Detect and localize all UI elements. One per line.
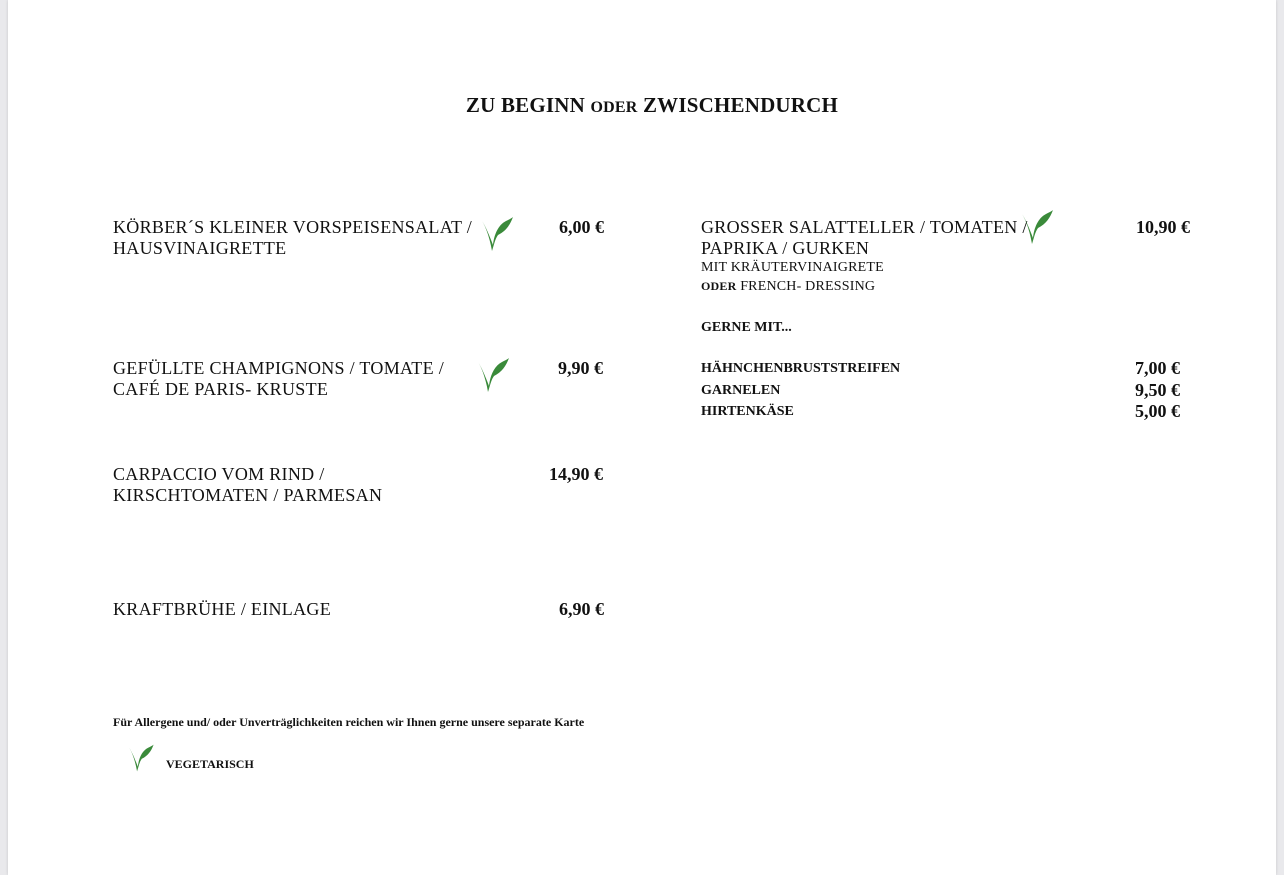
vegetarian-leaf-icon xyxy=(1020,208,1054,246)
extra-item-name: HÄHNCHENBRUSTSTREIFEN xyxy=(701,361,901,376)
menu-item-name: KÖRBER´S KLEINER VORSPEISENSALAT / HAUSVINAIGRETTE xyxy=(113,217,473,258)
extras-heading: GERNE MIT... xyxy=(701,320,792,335)
allergen-footnote: Für Allergene und/ oder Unverträglichkeiten reichen wir Ihnen gerne unsere separate Karte xyxy=(113,715,585,729)
extra-item-name: HIRTENKÄSE xyxy=(701,404,794,419)
legend-label: VEGETARISCH xyxy=(166,757,254,771)
extra-item-price: 9,50 € xyxy=(1135,380,1180,400)
extra-item-price: 5,00 € xyxy=(1135,401,1180,421)
menu-page xyxy=(8,0,1276,875)
salad-plate-name: GROSSER SALATTELLER / TOMATEN / PAPRIKA / GURKEN xyxy=(701,217,1028,258)
menu-item-price: 9,90 € xyxy=(558,358,603,378)
vegetarian-leaf-icon xyxy=(127,743,155,773)
menu-item-price: 14,90 € xyxy=(549,464,603,484)
menu-item-price: 6,00 € xyxy=(559,217,604,237)
salad-plate-price: 10,90 € xyxy=(1136,217,1190,237)
menu-item-name: CARPACCIO VOM RIND / KIRSCHTOMATEN / PARMESAN xyxy=(113,464,383,505)
extra-item-name: GARNELEN xyxy=(701,383,781,398)
menu-item-price: 6,90 € xyxy=(559,599,604,619)
salad-plate-description: MIT KRÄUTERVINAIGRETE ODER FRENCH- DRESSING xyxy=(701,260,884,294)
extra-item-price: 7,00 € xyxy=(1135,358,1180,378)
menu-item-name: GEFÜLLTE CHAMPIGNONS / TOMATE / CAFÉ DE PARIS- KRUSTE xyxy=(113,358,444,399)
page-title: ZU BEGINN ODER ZWISCHENDURCH xyxy=(465,93,839,117)
menu-item-name: KRAFTBRÜHE / EINLAGE xyxy=(113,599,331,619)
